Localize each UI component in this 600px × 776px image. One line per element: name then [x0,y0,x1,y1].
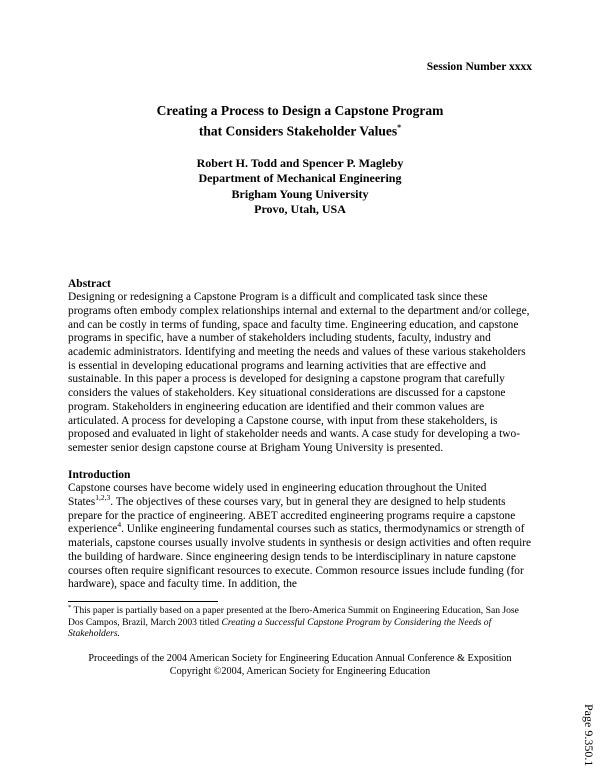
introduction-text [68,482,532,592]
footer-proceedings-line: Proceedings of the 2004 American Society for Engineering Education Annual Conference & Exposition [88,652,512,664]
author-department: Department of Mechanical Engineering [198,171,402,185]
page-number: Page 9.350.1 [582,703,596,766]
abstract-text: Designing or redesigning a Capstone Program is a difficult and complicated task since these programs often embody complex relationships internal and external to the department and/or college, and can be costly in terms of funding, space and faculty time. Engineering education, and capstone programs in specific, have a number of stakeholders including students, faculty, industry and academic administrators. Identifying and meeting the needs and values of these various stakeholders is essential in developing educational programs and learning activities that are effective and sustainable. In this paper a process is developed for designing a capstone program that carefully considers the values of stakeholders. Key situational considerations are discussed for a capstone program. Stakeholders in engineering education are identified and their common values are articulated. A process for developing a Capstone course, with input from these stakeholders, is proposed and evaluated in light of stakeholder needs and wants. A case study for developing a two-semester senior design capstone course at Brigham Young University is presented. [68,291,530,454]
paper-title-line1: Creating a Process to Design a Capstone Program [156,103,444,118]
footnote-divider [68,601,218,602]
footnote-cited-title: Creating a Successful Capstone Program by Considering the Needs of Stakeholders. [68,616,492,640]
author-university: Brigham Young University [231,186,369,201]
citation-ref-4: 4 [117,520,122,530]
citation-refs-123: 1,2,3 [95,493,111,503]
introduction-part1: Capstone courses have become widely used in engineering education throughout the United States [68,482,487,509]
author-location: Provo, Utah, USA [254,202,346,216]
introduction-heading: Introduction [68,468,131,481]
paper-title-line2: that Considers Stakeholder Values [198,123,398,139]
page-footer [68,652,532,678]
introduction-part3: . Unlike engineering fundamental courses such as statics, thermodynamics or strength of materials, capstone courses usually involve students in synthesis or design activities and often require the building of hardware. Since engineering design tends to be interdisciplinary in nature capstone courses often require significant resources to execute. Common resource issues include funding (for hardware), space and faculty time. In addition, the [68,523,532,591]
authors-block [68,156,532,218]
author-names: Robert H. Todd and Spencer P. Magleby [196,155,404,170]
paper-title [68,102,532,140]
abstract-heading: Abstract [68,277,111,290]
introduction-part2: . The objectives of these courses vary, but in general they are designed to help students prepare for the practice of engineering. ABET accredited engineering programs require a capstone experience [68,496,516,536]
footnote-text [68,605,532,640]
footnote-body: This paper is partially based on a paper presented at the Ibero-America Summit on Engineering Education, San Jose Dos Campos, Brazil, March 2003 titled [68,604,519,628]
footer-copyright-line: Copyright ©2004, American Society for Engineering Education [169,665,431,677]
title-footnote-marker: * [397,123,402,132]
session-number: Session Number xxxx [426,61,532,73]
footnote-block [68,601,532,640]
footnote-marker: * [68,603,72,611]
